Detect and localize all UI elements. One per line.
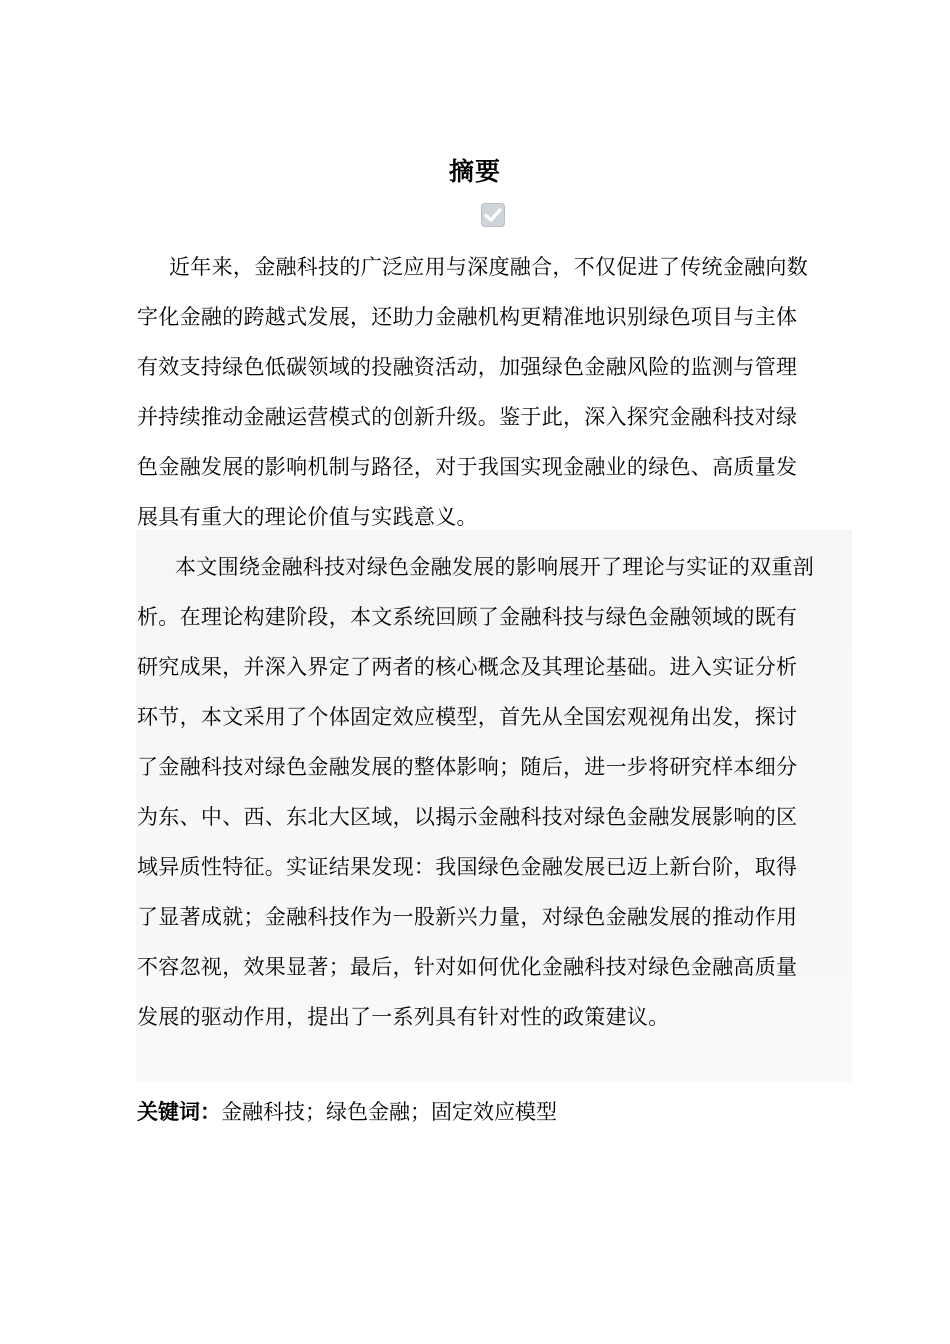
text-line: 了显著成就；金融科技作为一股新兴力量，对绿色金融发展的推动作用: [137, 905, 798, 929]
text-line: 析。在理论构建阶段，本文系统回顾了金融科技与绿色金融领域的既有: [137, 605, 798, 629]
keywords-text: 金融科技；绿色金融；固定效应模型: [221, 1100, 557, 1124]
text-line: 字化金融的跨越式发展，还助力金融机构更精准地识别绿色项目与主体: [137, 305, 798, 329]
keywords-label: 关键词：: [137, 1100, 221, 1124]
check-box-icon: [481, 203, 505, 227]
text-line: 不容忽视，效果显著；最后，针对如何优化金融科技对绿色金融高质量: [137, 955, 798, 979]
abstract-paragraph-2: [137, 542, 853, 1042]
text-line: 为东、中、西、东北大区域，以揭示金融科技对绿色金融发展影响的区: [137, 805, 798, 829]
keywords-line: [137, 1092, 557, 1132]
text-line: 环节，本文采用了个体固定效应模型，首先从全国宏观视角出发，探讨: [137, 705, 798, 729]
text-line: 并持续推动金融运营模式的创新升级。鉴于此，深入探究金融科技对绿: [137, 405, 798, 429]
text-line: 研究成果，并深入界定了两者的核心概念及其理论基础。进入实证分析: [137, 655, 798, 679]
text-line: 发展的驱动作用，提出了一系列具有针对性的政策建议。: [137, 1005, 670, 1029]
text-line: 域异质性特征。实证结果发现：我国绿色金融发展已迈上新台阶，取得: [137, 855, 798, 879]
text-line: 有效支持绿色低碳领域的投融资活动，加强绿色金融风险的监测与管理: [137, 355, 798, 379]
text-line: 色金融发展的影响机制与路径，对于我国实现金融业的绿色、高质量发: [137, 455, 798, 479]
abstract-title: 摘要: [448, 157, 501, 186]
text-line: 本文围绕金融科技对绿色金融发展的影响展开了理论与实证的双重剖: [175, 555, 814, 579]
abstract-paragraph-1: [137, 242, 853, 542]
text-line: 近年来，金融科技的广泛应用与深度融合，不仅促进了传统金融向数: [169, 255, 808, 279]
text-line: 了金融科技对绿色金融发展的整体影响；随后，进一步将研究样本细分: [137, 755, 798, 779]
text-line: 展具有重大的理论价值与实践意义。: [137, 505, 478, 529]
